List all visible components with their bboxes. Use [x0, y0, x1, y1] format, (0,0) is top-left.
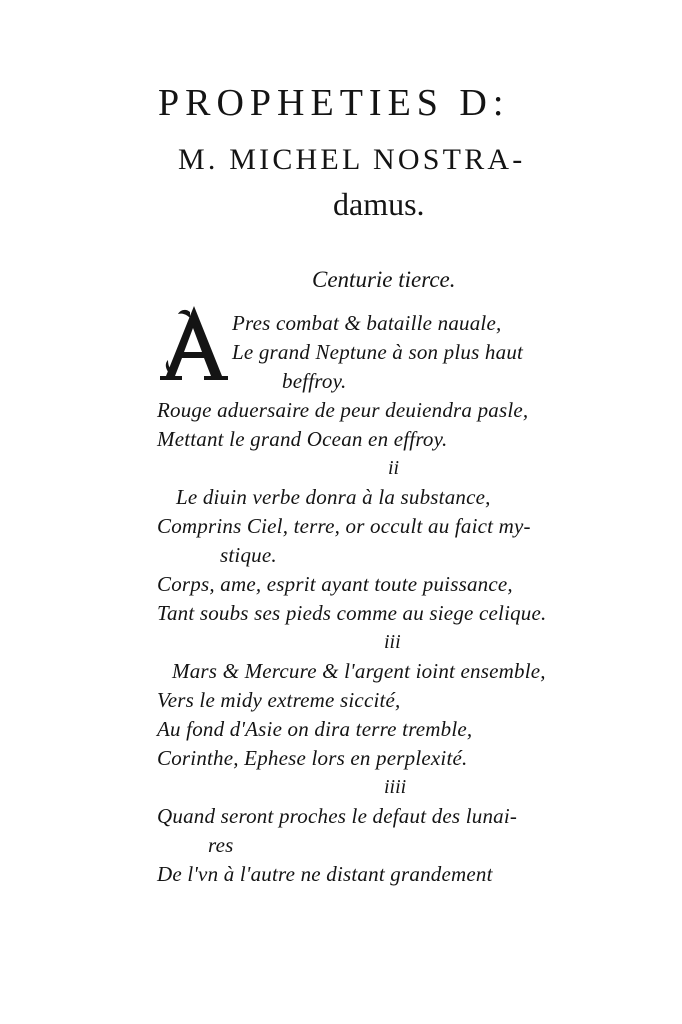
- verse-line: Mettant le grand Ocean en effroy.: [157, 427, 448, 451]
- verse-line: Corinthe, Ephese lors en perplexité.: [157, 746, 468, 770]
- quatrain-numeral: iii: [384, 631, 401, 653]
- quatrain-numeral: ii: [388, 457, 400, 479]
- verse-line: Quand seront proches le defaut des lunai-: [157, 804, 518, 828]
- verse-line: Tant soubs ses pieds comme au siege celique.: [157, 601, 547, 625]
- verse-line: Corps, ame, esprit ayant toute puissance,: [157, 572, 513, 596]
- century-heading: Centurie tierce.: [312, 267, 456, 292]
- verse-line: Comprins Ciel, terre, or occult au faict my-: [157, 514, 531, 538]
- verse-line: Mars & Mercure & l'argent ioint ensemble,: [172, 659, 546, 683]
- verse-line: res: [208, 833, 234, 857]
- quatrain-numeral: iiii: [384, 776, 407, 798]
- verse-line: Le grand Neptune à son plus haut: [232, 340, 524, 364]
- verse-line: Au fond d'Asie on dira terre tremble,: [157, 717, 473, 741]
- dropcap-a-icon: [160, 304, 228, 380]
- dropcap-letter: [160, 304, 228, 380]
- verse-line: stique.: [220, 543, 277, 567]
- title-line-1: PROPHETIES D:: [158, 82, 510, 124]
- verse-line: Pres combat & bataille nauale,: [232, 311, 502, 335]
- title-line-3: damus.: [333, 186, 425, 222]
- verse-line: Le diuin verbe donra à la substance,: [176, 485, 491, 509]
- title-line-2: M. MICHEL NOSTRA-: [178, 143, 526, 176]
- verse-line: Rouge aduersaire de peur deuiendra pasle,: [157, 398, 529, 422]
- verse-line: Vers le midy extreme siccité,: [157, 688, 401, 712]
- verse-line: beffroy.: [282, 369, 347, 393]
- verse-line: De l'vn à l'autre ne distant grandement: [157, 862, 493, 886]
